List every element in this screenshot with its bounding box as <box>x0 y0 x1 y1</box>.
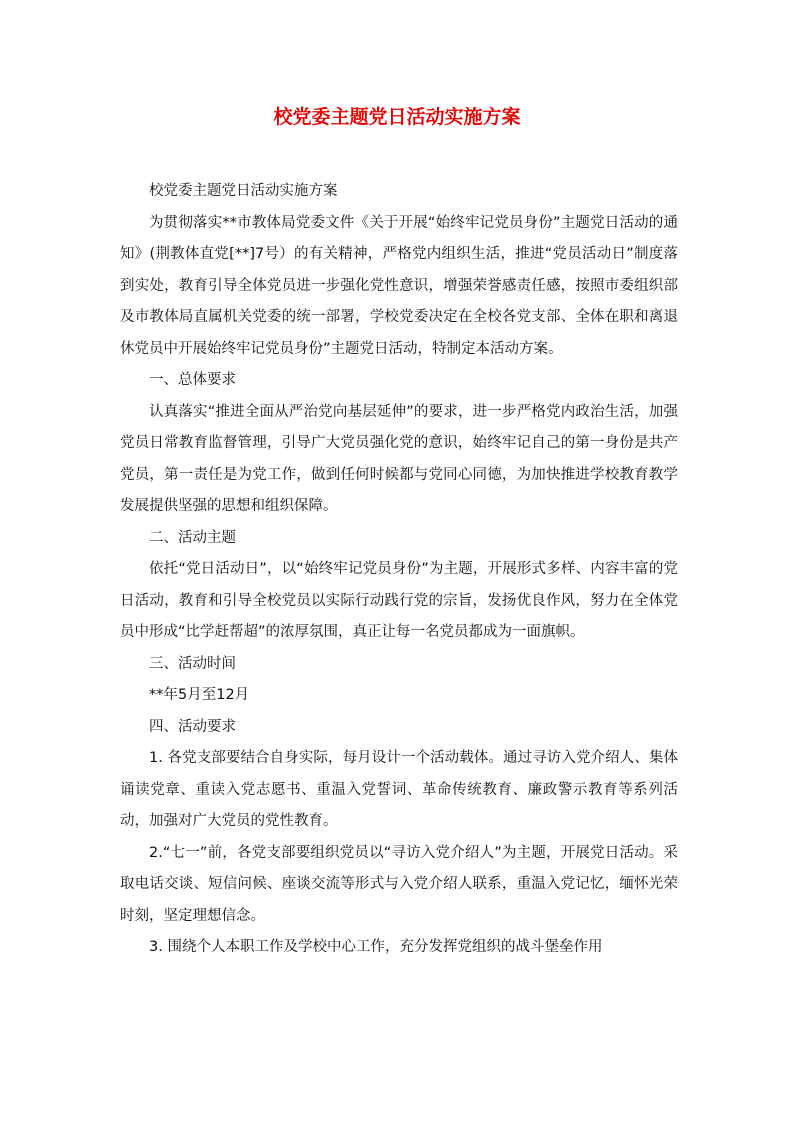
requirement-item-1: 1. 各党支部要结合自身实际，每月设计一个活动载体。通过寻访入党介绍人、集体诵读党章、重读入党志愿书、重温入党誓词、革命传统教育、廉政警示教育等系列活动，加强对广大党员的党性教育。 <box>120 750 678 829</box>
section-heading-theme: 二、活动主题 <box>149 529 236 546</box>
paragraph-subtitle: 校党委主题党日活动实施方案 <box>149 183 338 199</box>
paragraph-intro: 为贯彻落实**市教体局党委文件《关于开展“始终牢记党员身份”主题党日活动的通知》(荆教体直党[**]7号）的有关精神，严格党内组织生活，推进“党员活动日”制度落到实处，教育引导全体党员进一步强化党性意识，增强荣誉感责任感，按照市委组织部及市教体局直属机关党委的统一部署，学校党委决定在全校各党支部、全体在职和离退休党员中开展始终牢记党员身份”主题党日活动，特制定本活动方案。 <box>120 214 678 357</box>
section-heading-time: 三、活动时间 <box>149 655 236 672</box>
paragraph-time: **年5月至12月 <box>149 687 250 703</box>
requirement-item-2: 2.“七一”前，各党支部要组织党员以“寻访入党介绍人”为主题，开展党日活动。采取电话交谈、短信问候、座谈交流等形式与入党介绍人联系，重温入党记忆，缅怀光荣时刻，坚定理想信念。 <box>120 844 678 924</box>
section-heading-general-requirements: 一、总体要求 <box>149 372 236 388</box>
paragraph-theme: 依托“党日活动日”，以“始终牢记党员身份”为主题，开展形式多样、内容丰富的党日活动，教育和引导全校党员以实际行动践行党的宗旨，发扬优良作风，努力在全体党员中形成“比学赶帮超”的浓厚氛围，真正让每一名党员都成为一面旗帜。 <box>120 561 678 640</box>
document-body <box>120 176 678 964</box>
paragraph-general-requirements: 认真落实“推进全面从严治党向基层延伸”的要求，进一步严格党内政治生活，加强党员日常教育监督管理，引导广大党员强化党的意识，始终牢记自己的第一身份是共产党员，第一责任是为党工作，做到任何时候都与党同心同德，为加快推进学校教育教学发展提供坚强的思想和组织保障。 <box>120 403 678 514</box>
requirement-item-3: 3. 围绕个人本职工作及学校中心工作，充分发挥党组织的战斗堡垒作用 <box>149 939 603 955</box>
section-heading-requirements: 四、活动要求 <box>149 718 236 735</box>
document-title: 校党委主题党日活动实施方案 <box>273 106 521 128</box>
